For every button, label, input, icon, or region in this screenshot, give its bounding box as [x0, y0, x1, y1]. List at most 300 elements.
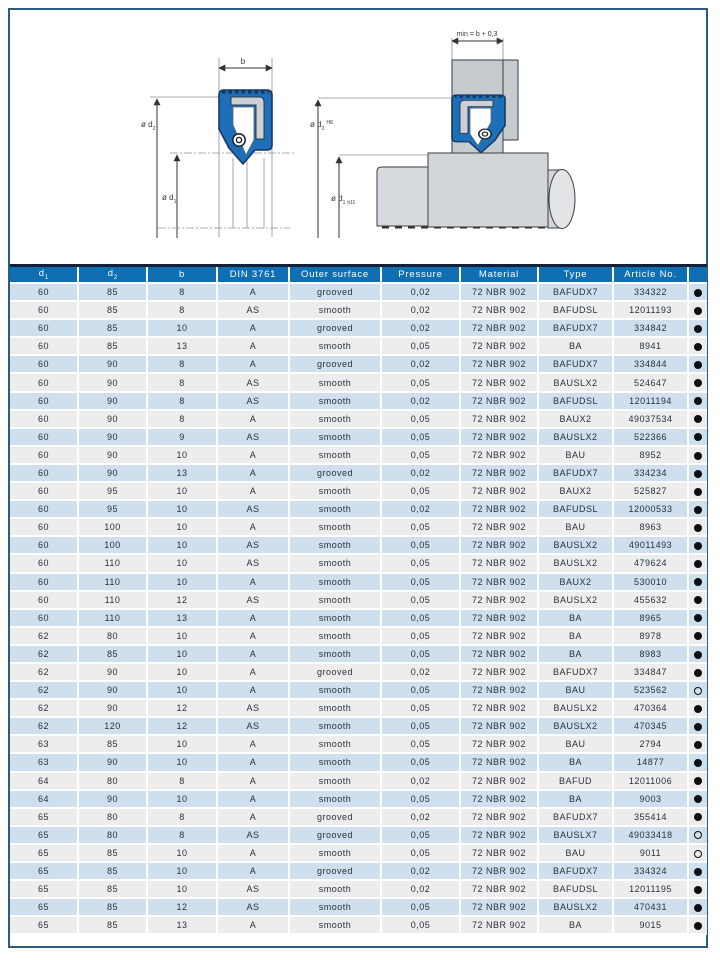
- table-cell: grooved: [289, 862, 381, 880]
- table-cell: 0,02: [381, 464, 460, 482]
- table-cell: BAUSLX2: [538, 591, 613, 609]
- table-cell: 0,05: [381, 844, 460, 862]
- table-cell: 72 NBR 902: [460, 410, 538, 428]
- table-cell: A: [217, 916, 289, 934]
- table-cell: AS: [217, 880, 289, 898]
- table-cell: 12: [147, 591, 217, 609]
- filled-dot-icon: [694, 379, 702, 387]
- table-cell: 0,05: [381, 898, 460, 916]
- table-cell: 72 NBR 902: [460, 573, 538, 591]
- column-header: Type: [538, 267, 613, 283]
- shaft-end-face: [549, 170, 575, 229]
- table-cell: 90: [78, 681, 147, 699]
- table-cell: 0,05: [381, 410, 460, 428]
- table-cell: 334322: [613, 283, 688, 301]
- table-cell: BAUSLX2: [538, 898, 613, 916]
- filled-dot-icon: [694, 795, 702, 803]
- table-cell: smooth: [289, 880, 381, 898]
- table-cell: 85: [78, 862, 147, 880]
- table-cell: 470345: [613, 717, 688, 735]
- table-cell: 10: [147, 518, 217, 536]
- table-cell: 65: [10, 898, 78, 916]
- table-cell: 0,02: [381, 500, 460, 518]
- table-cell: 60: [10, 573, 78, 591]
- table-cell: 90: [78, 446, 147, 464]
- table-row: [10, 808, 707, 826]
- table-cell: 85: [78, 916, 147, 934]
- table-cell: smooth: [289, 446, 381, 464]
- table-cell: 455632: [613, 591, 688, 609]
- table-cell: 8: [147, 355, 217, 373]
- table-cell: 10: [147, 627, 217, 645]
- filled-dot-icon: [694, 433, 702, 441]
- table-cell: BAUSLX2: [538, 428, 613, 446]
- table-cell: 0,05: [381, 735, 460, 753]
- table-cell: 0,05: [381, 573, 460, 591]
- table-cell: 60: [10, 536, 78, 554]
- table-cell: 85: [78, 880, 147, 898]
- table-cell: 65: [10, 880, 78, 898]
- table-cell: A: [217, 518, 289, 536]
- table-cell: 8: [147, 772, 217, 790]
- table-cell: 9: [147, 428, 217, 446]
- table-cell: 72 NBR 902: [460, 808, 538, 826]
- table-cell: BAUSLX2: [538, 554, 613, 572]
- table-cell: 62: [10, 699, 78, 717]
- table-cell: 2794: [613, 735, 688, 753]
- table-cell: 72 NBR 902: [460, 862, 538, 880]
- table-cell: BAFUDX7: [538, 862, 613, 880]
- availability-cell: [688, 916, 707, 934]
- table-cell: 10: [147, 663, 217, 681]
- table-cell: 0,02: [381, 319, 460, 337]
- filled-dot-icon: [694, 741, 702, 749]
- filled-dot-icon: [694, 506, 702, 514]
- table-cell: A: [217, 844, 289, 862]
- table-cell: 65: [10, 808, 78, 826]
- table-cell: 100: [78, 536, 147, 554]
- filled-dot-icon: [694, 596, 702, 604]
- filled-dot-icon: [694, 651, 702, 659]
- table-cell: 479624: [613, 554, 688, 572]
- availability-cell: [688, 536, 707, 554]
- table-cell: 65: [10, 916, 78, 934]
- table-row: [10, 627, 707, 645]
- table-cell: AS: [217, 826, 289, 844]
- column-header: Article No.: [613, 267, 688, 283]
- dim-d1-label: ø $d_1$: [162, 193, 177, 205]
- table-cell: smooth: [289, 844, 381, 862]
- table-cell: 100: [78, 518, 147, 536]
- availability-cell: [688, 681, 707, 699]
- table-cell: 10: [147, 844, 217, 862]
- filled-dot-icon: [694, 524, 702, 532]
- availability-cell: [688, 482, 707, 500]
- table-cell: 64: [10, 790, 78, 808]
- table-cell: 90: [78, 790, 147, 808]
- table-cell: 72 NBR 902: [460, 880, 538, 898]
- table-cell: 64: [10, 772, 78, 790]
- table-cell: 80: [78, 772, 147, 790]
- table-cell: AS: [217, 591, 289, 609]
- table-cell: 0,05: [381, 790, 460, 808]
- table-cell: 12011006: [613, 772, 688, 790]
- table-cell: 90: [78, 373, 147, 391]
- table-cell: 10: [147, 645, 217, 663]
- availability-cell: [688, 500, 707, 518]
- table-cell: 0,05: [381, 627, 460, 645]
- table-cell: 10: [147, 681, 217, 699]
- table-cell: 8: [147, 808, 217, 826]
- table-cell: 8: [147, 826, 217, 844]
- table-cell: 90: [78, 428, 147, 446]
- table-cell: 334847: [613, 663, 688, 681]
- table-cell: AS: [217, 554, 289, 572]
- table-row: [10, 283, 707, 301]
- table-cell: 72 NBR 902: [460, 772, 538, 790]
- table-row: [10, 482, 707, 500]
- table-cell: 72 NBR 902: [460, 609, 538, 627]
- table-cell: smooth: [289, 898, 381, 916]
- table-cell: 524647: [613, 373, 688, 391]
- table-cell: 0,02: [381, 663, 460, 681]
- dim-min-width-label: min = b + 0,3: [456, 31, 498, 38]
- table-cell: 0,02: [381, 772, 460, 790]
- table-cell: A: [217, 862, 289, 880]
- filled-dot-icon: [694, 723, 702, 731]
- table-cell: A: [217, 573, 289, 591]
- table-cell: 12011195: [613, 880, 688, 898]
- table-cell: 12011193: [613, 301, 688, 319]
- left-figure-seal-section: [141, 57, 295, 238]
- availability-cell: [688, 355, 707, 373]
- table-cell: 0,02: [381, 862, 460, 880]
- table-cell: smooth: [289, 337, 381, 355]
- table-cell: 65: [10, 844, 78, 862]
- table-cell: 10: [147, 536, 217, 554]
- table-cell: 530010: [613, 573, 688, 591]
- table-cell: 49033418: [613, 826, 688, 844]
- table-cell: 65: [10, 826, 78, 844]
- table-cell: 72 NBR 902: [460, 735, 538, 753]
- table-cell: smooth: [289, 627, 381, 645]
- column-header: b: [147, 267, 217, 283]
- dim-d1-h11-label: ø $d_1$ h11: [331, 194, 356, 206]
- table-cell: 72 NBR 902: [460, 283, 538, 301]
- table-cell: 13: [147, 916, 217, 934]
- table-row: [10, 337, 707, 355]
- table-cell: 72 NBR 902: [460, 301, 538, 319]
- table-row: [10, 681, 707, 699]
- table-cell: 13: [147, 337, 217, 355]
- table-cell: A: [217, 627, 289, 645]
- table-cell: 60: [10, 609, 78, 627]
- table-cell: 72 NBR 902: [460, 554, 538, 572]
- table-cell: 85: [78, 735, 147, 753]
- dim-b-label: b: [240, 57, 246, 66]
- table-row: [10, 790, 707, 808]
- table-cell: BAUSLX2: [538, 717, 613, 735]
- table-cell: 60: [10, 482, 78, 500]
- table-cell: 80: [78, 627, 147, 645]
- table-cell: 0,05: [381, 645, 460, 663]
- table-cell: 8: [147, 392, 217, 410]
- table-row: [10, 844, 707, 862]
- table-cell: BA: [538, 609, 613, 627]
- table-cell: BAUX2: [538, 410, 613, 428]
- table-cell: 8: [147, 283, 217, 301]
- table-row: [10, 446, 707, 464]
- table-row: [10, 699, 707, 717]
- table-row: [10, 591, 707, 609]
- table-cell: 60: [10, 591, 78, 609]
- table-cell: 8: [147, 410, 217, 428]
- table-cell: 0,02: [381, 283, 460, 301]
- table-cell: 0,02: [381, 355, 460, 373]
- availability-cell: [688, 717, 707, 735]
- table-cell: smooth: [289, 591, 381, 609]
- table-cell: 0,05: [381, 554, 460, 572]
- table-row: [10, 880, 707, 898]
- table-cell: 90: [78, 410, 147, 428]
- table-cell: 355414: [613, 808, 688, 826]
- table-cell: 60: [10, 392, 78, 410]
- table-cell: 525827: [613, 482, 688, 500]
- table-cell: 8952: [613, 446, 688, 464]
- table-row: [10, 518, 707, 536]
- table-cell: smooth: [289, 392, 381, 410]
- table-cell: BAFUDX7: [538, 663, 613, 681]
- table-cell: A: [217, 645, 289, 663]
- table-row: [10, 319, 707, 337]
- table-row: [10, 500, 707, 518]
- filled-dot-icon: [694, 325, 702, 333]
- table-cell: BAFUDX7: [538, 464, 613, 482]
- filled-dot-icon: [694, 813, 702, 821]
- table-cell: 110: [78, 554, 147, 572]
- filled-dot-icon: [694, 343, 702, 351]
- column-header: [688, 267, 707, 283]
- table-cell: A: [217, 319, 289, 337]
- table-cell: 85: [78, 301, 147, 319]
- table-cell: AS: [217, 717, 289, 735]
- table-cell: 95: [78, 482, 147, 500]
- table-cell: grooved: [289, 826, 381, 844]
- table-cell: smooth: [289, 410, 381, 428]
- table-cell: smooth: [289, 699, 381, 717]
- table-row: [10, 536, 707, 554]
- column-header: DIN 3761: [217, 267, 289, 283]
- table-cell: 72 NBR 902: [460, 392, 538, 410]
- table-cell: 60: [10, 518, 78, 536]
- table-cell: A: [217, 337, 289, 355]
- table-cell: BAFUDSL: [538, 392, 613, 410]
- table-cell: 62: [10, 717, 78, 735]
- table-cell: 10: [147, 862, 217, 880]
- table-row: [10, 554, 707, 572]
- filled-dot-icon: [694, 759, 702, 767]
- shaft-left-section: [377, 167, 428, 226]
- table-cell: 72 NBR 902: [460, 319, 538, 337]
- table-cell: smooth: [289, 482, 381, 500]
- table-cell: 60: [10, 500, 78, 518]
- table-cell: 72 NBR 902: [460, 681, 538, 699]
- seal-technical-drawing: [10, 8, 710, 260]
- table-cell: smooth: [289, 373, 381, 391]
- filled-dot-icon: [694, 578, 702, 586]
- table-cell: BAU: [538, 681, 613, 699]
- table-cell: 80: [78, 826, 147, 844]
- table-cell: 10: [147, 880, 217, 898]
- table-cell: smooth: [289, 681, 381, 699]
- table-cell: 0,05: [381, 753, 460, 771]
- table-cell: BA: [538, 337, 613, 355]
- table-cell: smooth: [289, 500, 381, 518]
- table-cell: 49011493: [613, 536, 688, 554]
- table-cell: 0,05: [381, 446, 460, 464]
- table-cell: grooved: [289, 808, 381, 826]
- table-cell: grooved: [289, 663, 381, 681]
- availability-cell: [688, 518, 707, 536]
- seal-cross-section-diagram: [10, 8, 710, 260]
- table-cell: 0,05: [381, 518, 460, 536]
- table-row: [10, 355, 707, 373]
- table-cell: AS: [217, 392, 289, 410]
- table-cell: 72 NBR 902: [460, 482, 538, 500]
- table-cell: 60: [10, 301, 78, 319]
- table-cell: 0,05: [381, 826, 460, 844]
- table-cell: A: [217, 663, 289, 681]
- table-cell: 334234: [613, 464, 688, 482]
- table-cell: 85: [78, 844, 147, 862]
- table-cell: 62: [10, 627, 78, 645]
- table-cell: 0,02: [381, 301, 460, 319]
- table-cell: 13: [147, 464, 217, 482]
- table-cell: 72 NBR 902: [460, 916, 538, 934]
- table-cell: BAUX2: [538, 482, 613, 500]
- table-cell: A: [217, 355, 289, 373]
- filled-dot-icon: [694, 868, 702, 876]
- table-cell: 13: [147, 609, 217, 627]
- table-row: [10, 916, 707, 934]
- table-cell: 8963: [613, 518, 688, 536]
- table-row: [10, 772, 707, 790]
- table-cell: 10: [147, 554, 217, 572]
- table-cell: 85: [78, 283, 147, 301]
- availability-cell: [688, 790, 707, 808]
- table-cell: 12011194: [613, 392, 688, 410]
- table-cell: 10: [147, 446, 217, 464]
- table-cell: 72 NBR 902: [460, 464, 538, 482]
- column-header: Material: [460, 267, 538, 283]
- table-cell: smooth: [289, 772, 381, 790]
- right-figure-installation: [310, 31, 575, 238]
- filled-dot-icon: [694, 397, 702, 405]
- table-cell: 62: [10, 681, 78, 699]
- table-cell: BAUSLX7: [538, 826, 613, 844]
- table-cell: smooth: [289, 609, 381, 627]
- table-cell: 60: [10, 464, 78, 482]
- table-row: [10, 753, 707, 771]
- table-cell: 10: [147, 753, 217, 771]
- table-cell: 72 NBR 902: [460, 536, 538, 554]
- table-cell: 8983: [613, 645, 688, 663]
- table-cell: 60: [10, 337, 78, 355]
- table-cell: 0,02: [381, 808, 460, 826]
- table-cell: smooth: [289, 573, 381, 591]
- table-cell: grooved: [289, 319, 381, 337]
- table-cell: 14877: [613, 753, 688, 771]
- table-cell: 0,02: [381, 392, 460, 410]
- availability-cell: [688, 844, 707, 862]
- table-cell: 72 NBR 902: [460, 355, 538, 373]
- table-cell: BAFUDX7: [538, 319, 613, 337]
- table-cell: BAUSLX2: [538, 536, 613, 554]
- table-cell: 49037534: [613, 410, 688, 428]
- table-cell: 10: [147, 482, 217, 500]
- table-cell: 72 NBR 902: [460, 790, 538, 808]
- table-cell: 10: [147, 735, 217, 753]
- availability-cell: [688, 283, 707, 301]
- table-cell: BAUX2: [538, 573, 613, 591]
- column-header: $d_2$: [78, 267, 147, 283]
- table-cell: smooth: [289, 536, 381, 554]
- table-cell: BA: [538, 627, 613, 645]
- shaft-main-section: [428, 153, 548, 227]
- table-cell: AS: [217, 428, 289, 446]
- table-row: [10, 898, 707, 916]
- availability-cell: [688, 464, 707, 482]
- table-cell: 9003: [613, 790, 688, 808]
- table-cell: 72 NBR 902: [460, 663, 538, 681]
- table-cell: 8941: [613, 337, 688, 355]
- table-cell: 90: [78, 392, 147, 410]
- table-row: [10, 735, 707, 753]
- table-cell: 0,05: [381, 717, 460, 735]
- table-cell: BA: [538, 645, 613, 663]
- table-cell: 8978: [613, 627, 688, 645]
- table-cell: 72 NBR 902: [460, 627, 538, 645]
- table-cell: 60: [10, 283, 78, 301]
- filled-dot-icon: [694, 669, 702, 677]
- table-cell: BAFUDX7: [538, 283, 613, 301]
- table-cell: A: [217, 482, 289, 500]
- table-cell: 85: [78, 319, 147, 337]
- table-cell: smooth: [289, 518, 381, 536]
- table-cell: 85: [78, 645, 147, 663]
- table-cell: smooth: [289, 645, 381, 663]
- table-cell: AS: [217, 699, 289, 717]
- filled-dot-icon: [694, 614, 702, 622]
- table-cell: 60: [10, 554, 78, 572]
- table-cell: 110: [78, 591, 147, 609]
- table-row: [10, 826, 707, 844]
- table-cell: A: [217, 410, 289, 428]
- filled-dot-icon: [694, 488, 702, 496]
- table-cell: BA: [538, 753, 613, 771]
- table-row: [10, 464, 707, 482]
- table-cell: 334842: [613, 319, 688, 337]
- table-cell: BAFUDX7: [538, 355, 613, 373]
- table-cell: A: [217, 681, 289, 699]
- table-cell: 120: [78, 717, 147, 735]
- availability-cell: [688, 699, 707, 717]
- availability-cell: [688, 410, 707, 428]
- table-cell: 80: [78, 808, 147, 826]
- table-cell: 72 NBR 902: [460, 645, 538, 663]
- table-row: [10, 663, 707, 681]
- filled-dot-icon: [694, 922, 702, 930]
